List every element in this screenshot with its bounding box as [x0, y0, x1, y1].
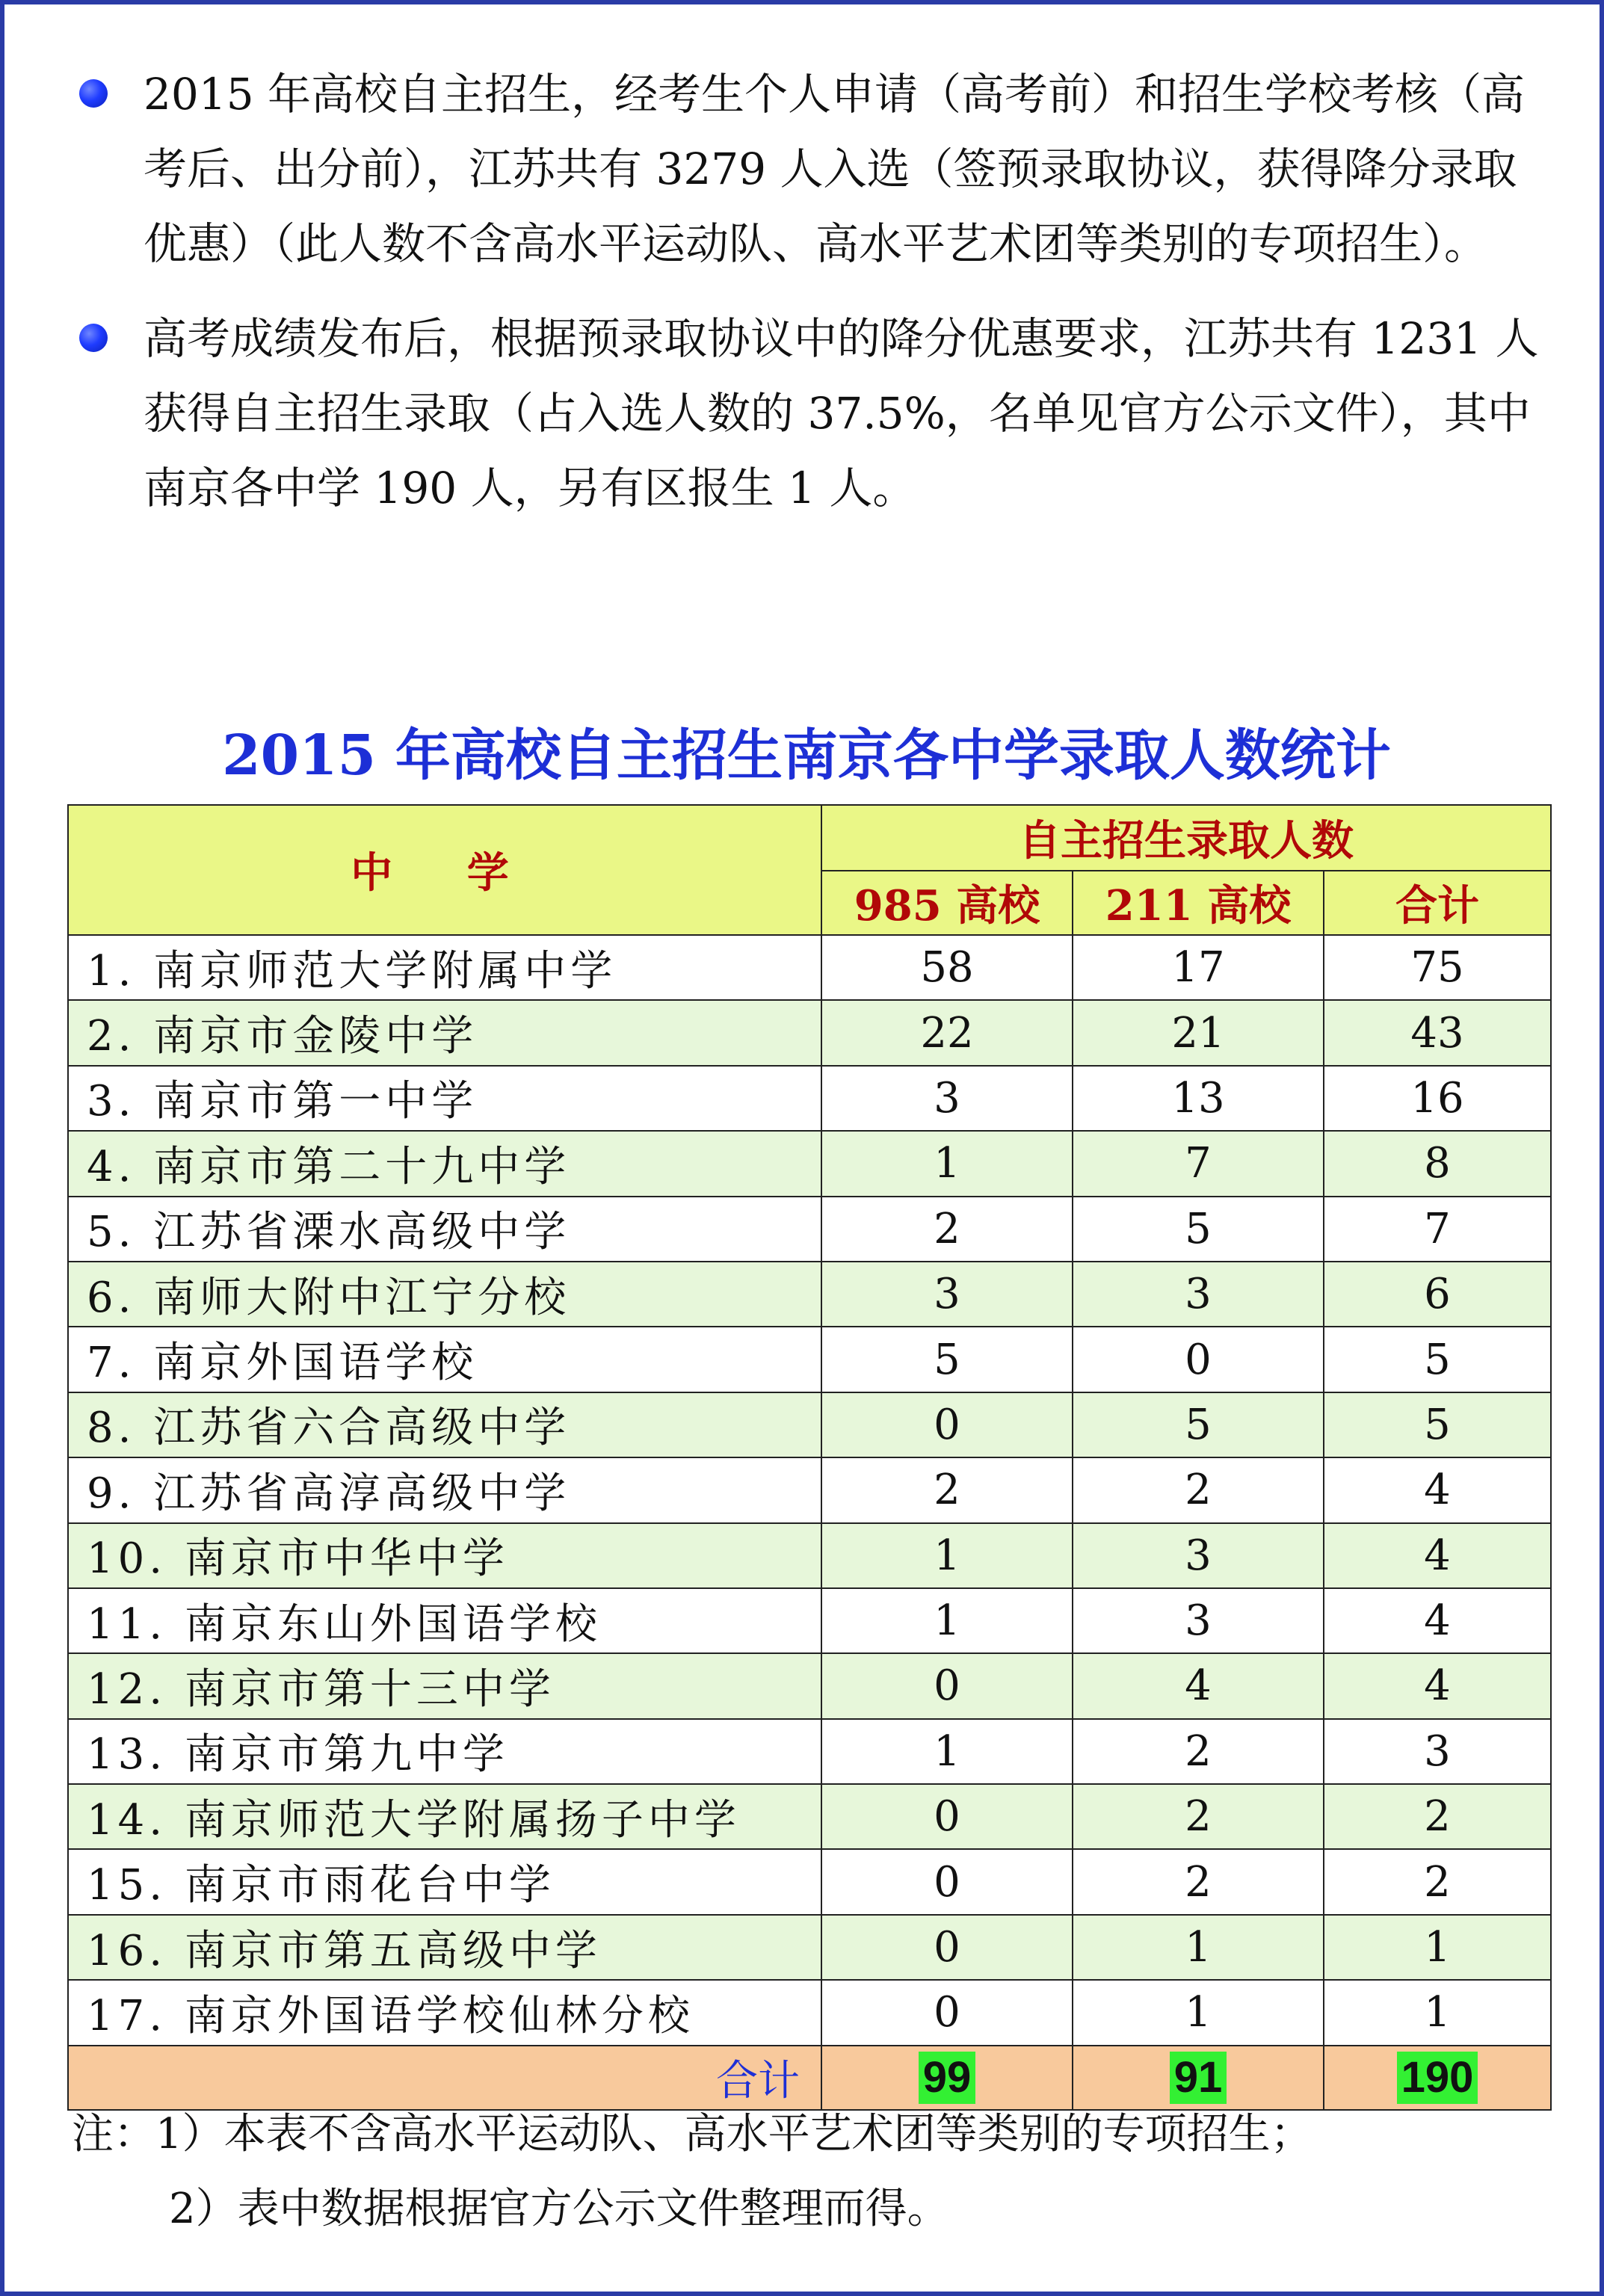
table-row	[68, 935, 1551, 1000]
bullet-text: 2015 年高校自主招生，经考生个人申请（高考前）和招生学校考核（高考后、出分前），江苏共有 3279 人入选（签预录取协议，获得降分录取优惠）（此人数不含高水平运动队、高水平艺术团等类别的专项招生）。	[144, 69, 1526, 269]
table-row	[68, 1197, 1551, 1262]
count-985-cell: 3	[821, 1066, 1073, 1131]
count-211-cell: 3	[1073, 1262, 1324, 1327]
count-211-cell: 1	[1073, 1980, 1324, 2045]
count-total-cell: 4	[1324, 1653, 1551, 1718]
table-row	[68, 1457, 1551, 1522]
table-row	[68, 1262, 1551, 1327]
count-211-cell: 0	[1073, 1327, 1324, 1392]
table-row	[68, 1392, 1551, 1457]
count-985-cell: 3	[821, 1262, 1073, 1327]
school-name-cell: 15. 南京市雨花台中学	[68, 1849, 821, 1914]
total-sum-badge: 190	[1397, 2052, 1478, 2104]
school-name-cell: 8. 江苏省六合高级中学	[68, 1392, 821, 1457]
bullet-item	[69, 57, 1556, 281]
school-name-cell: 10. 南京市中华中学	[68, 1523, 821, 1588]
header-school: 中 学	[68, 805, 821, 935]
count-total-cell: 4	[1324, 1588, 1551, 1653]
count-985-cell: 1	[821, 1131, 1073, 1196]
school-name-cell: 7. 南京外国语学校	[68, 1327, 821, 1392]
count-985-cell: 2	[821, 1197, 1073, 1262]
count-985-cell: 1	[821, 1523, 1073, 1588]
school-name-cell: 2. 南京市金陵中学	[68, 1000, 821, 1065]
count-985-cell: 0	[821, 1784, 1073, 1849]
bullet-text: 高考成绩发布后，根据预录取协议中的降分优惠要求，江苏共有 1231 人获得自主招生录取（占入选人数的 37.5%，名单见官方公示文件），其中南京各中学 190 人，另有区报生 1 人。	[144, 313, 1539, 513]
table-row	[68, 1980, 1551, 2045]
header-admission-count: 自主招生录取人数	[821, 805, 1551, 871]
count-total-cell: 43	[1324, 1000, 1551, 1065]
table-row	[68, 1719, 1551, 1784]
bullet-dot-icon	[79, 79, 108, 108]
table-row	[68, 1131, 1551, 1196]
notes	[72, 2097, 1552, 2247]
count-985-cell: 0	[821, 1915, 1073, 1980]
count-total-cell: 2	[1324, 1784, 1551, 1849]
table-row	[68, 1066, 1551, 1131]
count-total-cell: 5	[1324, 1392, 1551, 1457]
school-name-cell: 1. 南京师范大学附属中学	[68, 935, 821, 1000]
count-211-cell: 21	[1073, 1000, 1324, 1065]
count-total-cell: 8	[1324, 1131, 1551, 1196]
count-985-cell: 0	[821, 1849, 1073, 1914]
count-total-cell: 1	[1324, 1915, 1551, 1980]
count-985-cell: 1	[821, 1588, 1073, 1653]
count-total-cell: 75	[1324, 935, 1551, 1000]
count-total-cell: 4	[1324, 1523, 1551, 1588]
table-row	[68, 1327, 1551, 1392]
intro-bullets	[69, 57, 1556, 525]
header-985: 985 高校	[821, 871, 1073, 935]
count-985-cell: 1	[821, 1719, 1073, 1784]
count-211-cell: 5	[1073, 1197, 1324, 1262]
school-name-cell: 17. 南京外国语学校仙林分校	[68, 1980, 821, 2045]
school-name-cell: 12. 南京市第十三中学	[68, 1653, 821, 1718]
table-title: 2015 年高校自主招生南京各中学录取人数统计	[222, 723, 1391, 788]
bullet-dot-icon	[79, 324, 108, 352]
school-name-cell: 11. 南京东山外国语学校	[68, 1588, 821, 1653]
count-total-cell: 6	[1324, 1262, 1551, 1327]
school-name-cell: 5. 江苏省溧水高级中学	[68, 1197, 821, 1262]
table-row	[68, 1784, 1551, 1849]
count-211-cell: 2	[1073, 1849, 1324, 1914]
table-row	[68, 1849, 1551, 1914]
total-label: 合计	[68, 2046, 821, 2110]
header-total: 合计	[1324, 871, 1551, 935]
count-211-cell: 2	[1073, 1457, 1324, 1522]
count-total-cell: 2	[1324, 1849, 1551, 1914]
school-name-cell: 14. 南京师范大学附属扬子中学	[68, 1784, 821, 1849]
count-211-cell: 3	[1073, 1588, 1324, 1653]
table-row	[68, 1653, 1551, 1718]
count-total-cell: 7	[1324, 1197, 1551, 1262]
note-1: 注：1）本表不含高水平运动队、高水平艺术团等类别的专项招生；	[72, 2110, 1312, 2158]
count-211-cell: 17	[1073, 935, 1324, 1000]
count-985-cell: 0	[821, 1392, 1073, 1457]
school-name-cell: 16. 南京市第五高级中学	[68, 1915, 821, 1980]
table-row	[68, 1000, 1551, 1065]
table-row	[68, 1588, 1551, 1653]
school-name-cell: 6. 南师大附中江宁分校	[68, 1262, 821, 1327]
count-total-cell: 3	[1324, 1719, 1551, 1784]
count-211-cell: 5	[1073, 1392, 1324, 1457]
count-985-cell: 58	[821, 935, 1073, 1000]
count-985-cell: 0	[821, 1980, 1073, 2045]
count-211-cell: 3	[1073, 1523, 1324, 1588]
count-total-cell: 1	[1324, 1980, 1551, 2045]
count-985-cell: 22	[821, 1000, 1073, 1065]
total-211-badge: 91	[1170, 2052, 1227, 2104]
count-985-cell: 5	[821, 1327, 1073, 1392]
count-211-cell: 4	[1073, 1653, 1324, 1718]
bullet-item	[69, 301, 1556, 525]
note-2: 2）表中数据根据官方公示文件整理而得。	[169, 2185, 949, 2233]
table-row	[68, 1915, 1551, 1980]
count-211-cell: 2	[1073, 1719, 1324, 1784]
count-total-cell: 4	[1324, 1457, 1551, 1522]
count-211-cell: 13	[1073, 1066, 1324, 1131]
count-total-cell: 5	[1324, 1327, 1551, 1392]
school-name-cell: 13. 南京市第九中学	[68, 1719, 821, 1784]
school-name-cell: 9. 江苏省高淳高级中学	[68, 1457, 821, 1522]
count-211-cell: 2	[1073, 1784, 1324, 1849]
admission-table	[67, 804, 1552, 2111]
total-985-badge: 99	[919, 2052, 976, 2104]
count-985-cell: 0	[821, 1653, 1073, 1718]
count-985-cell: 2	[821, 1457, 1073, 1522]
count-211-cell: 1	[1073, 1915, 1324, 1980]
count-total-cell: 16	[1324, 1066, 1551, 1131]
school-name-cell: 3. 南京市第一中学	[68, 1066, 821, 1131]
table-row	[68, 1523, 1551, 1588]
school-name-cell: 4. 南京市第二十九中学	[68, 1131, 821, 1196]
count-211-cell: 7	[1073, 1131, 1324, 1196]
header-211: 211 高校	[1073, 871, 1324, 935]
